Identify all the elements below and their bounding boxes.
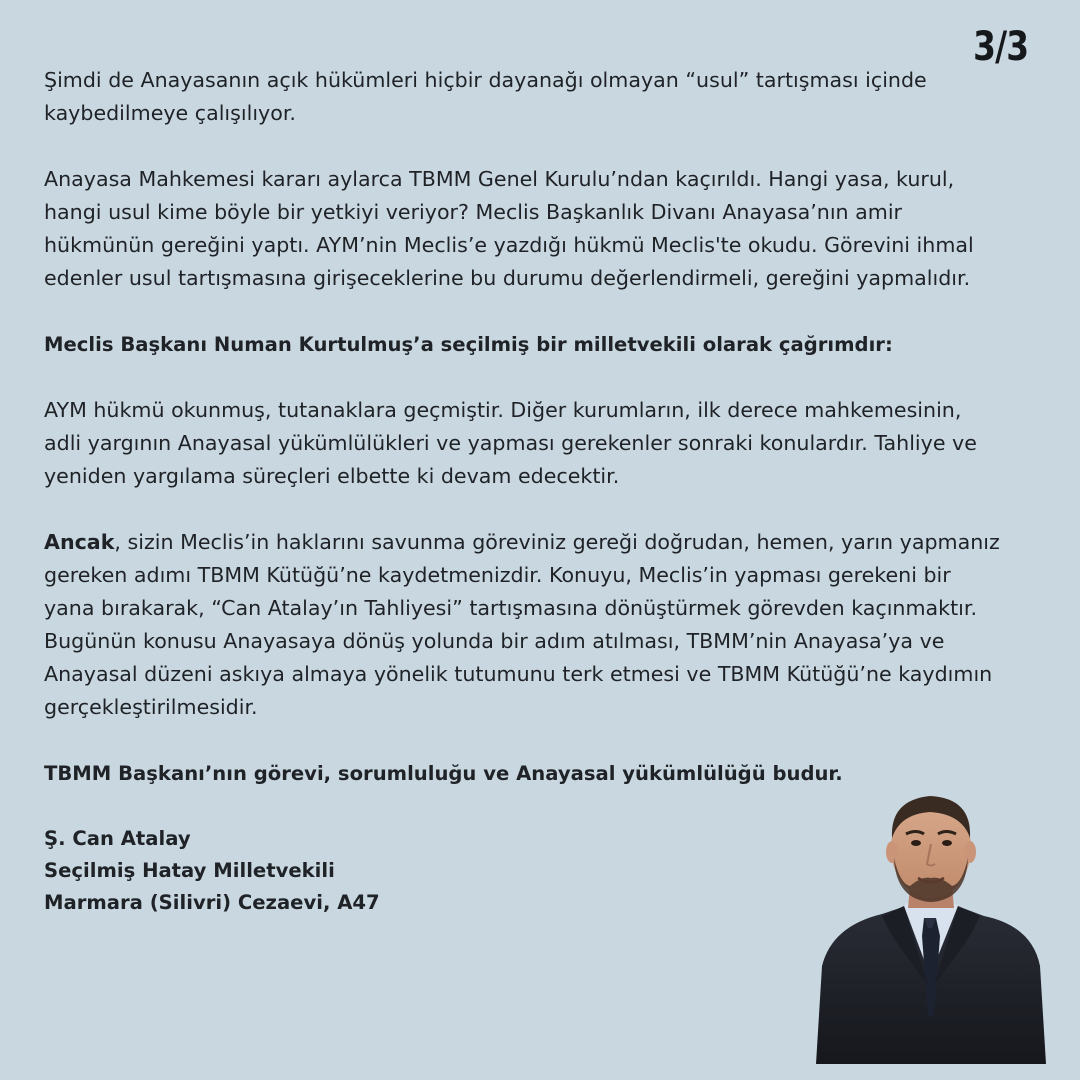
- call-heading: Meclis Başkanı Numan Kurtulmuş’a seçilmiş bir milletvekili olarak çağrımdır:: [44, 333, 893, 356]
- closing-statement: TBMM Başkanı’nın görevi, sorumluluğu ve Anayasal yükümlülüğü budur.: [44, 762, 843, 785]
- signature-title: Seçilmiş Hatay Milletvekili: [44, 859, 335, 882]
- signature-name: Ş. Can Atalay: [44, 827, 191, 850]
- signature-location: Marmara (Silivri) Cezaevi, A47: [44, 891, 380, 914]
- paragraph-4: [44, 526, 1004, 724]
- paragraph-4-text: , sizin Meclis’in haklarını savunma göreviniz gereği doğrudan, hemen, yarın yapmanız gereken adımı TBMM Kütüğü’ne kaydetmenizdir. Konuyu, Meclis’in yapması gerekeni bir yana bırakarak, “Can Atalay’ın Tahliyesi” tartışmasına dönüştürmek görevden kaçınmaktır. Bugünün konusu Anayasaya dönüş yolunda bir adım atılması, TBMM’nin Anayasa’ya ve Anayasal düzeni askıya almaya yönelik tutumunu terk etmesi ve TBMM Kütüğü’ne kaydımın gerçekleştirilmesidir.: [44, 530, 1000, 719]
- paragraph-4-emphasis: Ancak: [44, 530, 115, 554]
- paragraph-3: AYM hükmü okunmuş, tutanaklara geçmiştir. Diğer kurumların, ilk derece mahkemesinin, adli yargının Anayasal yükümlülükleri ve yapması gerekenler sonraki konulardır. Tahliye ve yeniden yargılama süreçleri elbette ki devam edecektir.: [44, 398, 977, 488]
- paragraph-1: Şimdi de Anayasanın açık hükümleri hiçbir dayanağı olmayan “usul” tartışması içinde kaybedilmeye çalışılıyor.: [44, 68, 927, 125]
- page-number: 3/3: [972, 24, 1028, 70]
- portrait-photo: [812, 776, 1048, 1064]
- paragraph-2: Anayasa Mahkemesi kararı aylarca TBMM Genel Kurulu’ndan kaçırıldı. Hangi yasa, kurul, hangi usul kime böyle bir yetkiyi veriyor? Meclis Başkanlık Divanı Anayasa’nın amir hükmünün gereğini yaptı. AYM’nin Meclis’e yazdığı hükmü Meclis'te okudu. Görevini ihmal edenler usul tartışmasına girişeceklerine bu durumu değerlendirmeli, gereğini yapmalıdır.: [44, 167, 974, 290]
